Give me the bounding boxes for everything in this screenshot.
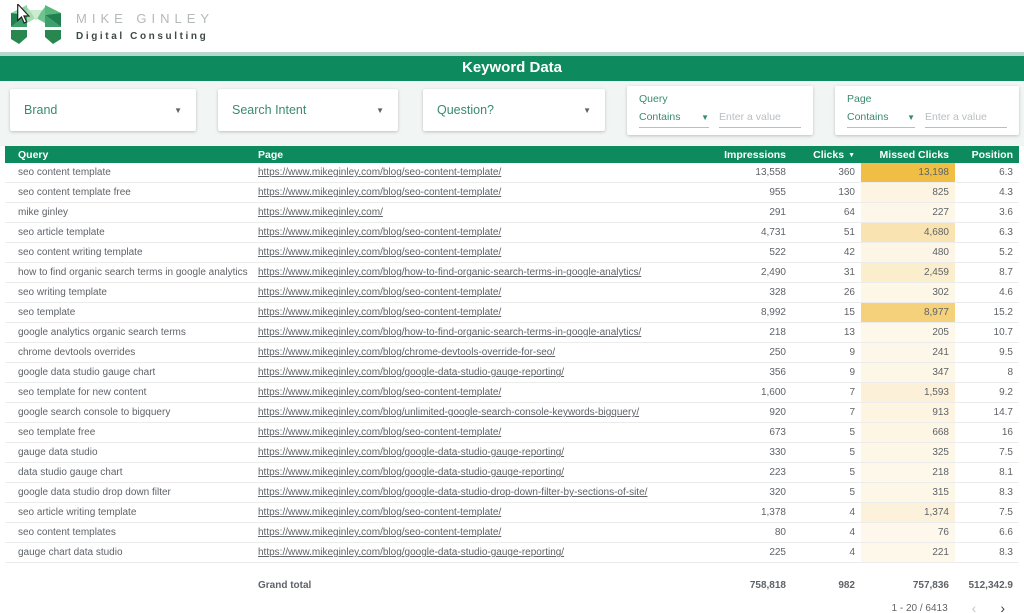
page-link[interactable]: https://www.mikeginley.com/blog/seo-content-template/ xyxy=(258,187,502,198)
question-filter-label: Question? xyxy=(437,103,494,117)
page-link[interactable]: https://www.mikeginley.com/blog/google-data-studio-gauge-reporting/ xyxy=(258,447,565,458)
page-cell xyxy=(250,347,700,358)
page-cell xyxy=(250,367,700,378)
table-row xyxy=(5,403,1019,423)
page-cell xyxy=(250,267,700,278)
impressions-cell: 356 xyxy=(769,367,786,378)
missed-clicks-cell: 13,198 xyxy=(861,163,955,182)
query-cell: google data studio drop down filter xyxy=(18,487,171,498)
impressions-cell: 80 xyxy=(774,527,786,538)
page-link[interactable]: https://www.mikeginley.com/blog/seo-content-template/ xyxy=(258,387,502,398)
clicks-cell: 130 xyxy=(838,187,855,198)
missed-clicks-cell: 76 xyxy=(861,523,955,542)
page-link[interactable]: https://www.mikeginley.com/blog/seo-content-template/ xyxy=(258,287,502,298)
query-cell: seo content writing template xyxy=(18,247,143,258)
missed-clicks-cell: 325 xyxy=(861,443,955,462)
query-cell: data studio gauge chart xyxy=(18,467,123,478)
search-intent-filter-dropdown[interactable] xyxy=(218,89,398,131)
page-link[interactable]: https://www.mikeginley.com/blog/seo-content-template/ xyxy=(258,427,502,438)
clicks-cell: 5 xyxy=(849,467,855,478)
table-row xyxy=(5,423,1019,443)
question-filter-dropdown[interactable] xyxy=(423,89,605,131)
clicks-cell: 26 xyxy=(843,287,855,298)
table-row xyxy=(5,243,1019,263)
table-header-row xyxy=(5,146,1019,163)
page-cell xyxy=(250,467,700,478)
query-cell: seo template for new content xyxy=(18,387,147,398)
page-cell xyxy=(250,167,700,178)
pagination-range: 1 - 20 / 6413 xyxy=(891,602,948,613)
missed-clicks-cell: 2,459 xyxy=(861,263,955,282)
brand-filter-dropdown[interactable] xyxy=(10,89,196,131)
table-row xyxy=(5,223,1019,243)
query-filter-label: Query xyxy=(639,93,668,105)
keyword-table xyxy=(5,146,1019,613)
query-filter-input[interactable] xyxy=(719,111,801,128)
page-link[interactable]: https://www.mikeginley.com/blog/google-data-studio-drop-down-filter-by-sections-of-site/ xyxy=(258,487,648,498)
page-cell xyxy=(250,387,700,398)
impressions-cell: 8,992 xyxy=(760,307,786,318)
query-cell: seo content templates xyxy=(18,527,116,538)
missed-clicks-cell: 221 xyxy=(861,543,955,562)
table-row xyxy=(5,443,1019,463)
missed-clicks-cell: 241 xyxy=(861,343,955,362)
table-row xyxy=(5,263,1019,283)
missed-clicks-cell: 668 xyxy=(861,423,955,442)
table-row xyxy=(5,503,1019,523)
clicks-cell: 7 xyxy=(849,387,855,398)
column-header-query[interactable]: Query xyxy=(18,148,49,161)
page-operator-select[interactable] xyxy=(847,111,915,128)
page-filter-card xyxy=(835,86,1019,135)
table-row xyxy=(5,343,1019,363)
impressions-cell: 920 xyxy=(769,407,786,418)
table-row xyxy=(5,463,1019,483)
page-cell xyxy=(250,527,700,538)
query-cell: google analytics organic search terms xyxy=(18,327,186,338)
query-cell: seo template free xyxy=(18,427,96,438)
missed-clicks-cell: 480 xyxy=(861,243,955,262)
clicks-cell: 9 xyxy=(849,367,855,378)
page-cell xyxy=(250,407,700,418)
query-operator-select[interactable] xyxy=(639,111,709,128)
clicks-cell: 5 xyxy=(849,487,855,498)
position-cell: 8.3 xyxy=(999,547,1013,558)
position-cell: 3.6 xyxy=(999,207,1013,218)
column-header-page[interactable]: Page xyxy=(258,148,284,161)
page-link[interactable]: https://www.mikeginley.com/blog/chrome-devtools-override-for-seo/ xyxy=(258,347,556,358)
page-cell xyxy=(250,487,700,498)
query-cell: how to find organic search terms in google analytics xyxy=(18,267,248,278)
page-filter-label: Page xyxy=(847,93,872,105)
page-link[interactable]: https://www.mikeginley.com/blog/seo-content-template/ xyxy=(258,507,502,518)
page-link[interactable]: https://www.mikeginley.com/blog/seo-content-template/ xyxy=(258,307,502,318)
table-body xyxy=(5,163,1019,563)
page-link[interactable]: https://www.mikeginley.com/blog/seo-content-template/ xyxy=(258,227,502,238)
brand-filter-label: Brand xyxy=(24,103,58,117)
query-filter-card xyxy=(627,86,813,135)
chevron-right-icon[interactable]: › xyxy=(1000,600,1005,613)
page-link[interactable]: https://www.mikeginley.com/blog/seo-content-template/ xyxy=(258,527,502,538)
position-cell: 14.7 xyxy=(993,407,1013,418)
impressions-cell: 328 xyxy=(769,287,786,298)
sort-desc-icon: ▼ xyxy=(848,151,855,159)
query-cell: seo content template free xyxy=(18,187,131,198)
position-cell: 15.2 xyxy=(993,307,1013,318)
impressions-cell: 522 xyxy=(769,247,786,258)
clicks-cell: 5 xyxy=(849,447,855,458)
impressions-cell: 1,600 xyxy=(760,387,786,398)
clicks-cell: 360 xyxy=(838,167,855,178)
table-row xyxy=(5,203,1019,223)
position-cell: 16 xyxy=(1001,427,1013,438)
impressions-cell: 218 xyxy=(769,327,786,338)
query-operator-value: Contains xyxy=(639,111,681,123)
impressions-cell: 13,558 xyxy=(755,167,786,178)
table-row xyxy=(5,363,1019,383)
clicks-cell: 64 xyxy=(843,207,855,218)
column-header-clicks[interactable]: Clicks ▼ xyxy=(813,148,855,161)
page-cell xyxy=(250,427,700,438)
clicks-cell: 5 xyxy=(849,427,855,438)
clicks-cell: 31 xyxy=(843,267,855,278)
mouse-cursor-icon xyxy=(16,4,30,24)
clicks-cell: 9 xyxy=(849,347,855,358)
brand-name: MIKE GINLEY xyxy=(76,11,215,26)
impressions-cell: 320 xyxy=(769,487,786,498)
column-header-position[interactable]: Position xyxy=(971,148,1013,161)
page-operator-value: Contains xyxy=(847,111,889,123)
page-link[interactable]: https://www.mikeginley.com/blog/how-to-find-organic-search-terms-in-google-analytics/ xyxy=(258,267,642,278)
impressions-cell: 291 xyxy=(769,207,786,218)
page-link[interactable]: https://www.mikeginley.com/blog/unlimited-google-search-console-keywords-bigquery/ xyxy=(258,407,640,418)
query-cell: chrome devtools overrides xyxy=(18,347,136,358)
query-cell: seo article writing template xyxy=(18,507,137,518)
missed-clicks-cell: 1,374 xyxy=(861,503,955,522)
missed-clicks-cell: 913 xyxy=(861,403,955,422)
missed-clicks-cell: 227 xyxy=(861,203,955,222)
impressions-cell: 955 xyxy=(769,187,786,198)
impressions-cell: 4,731 xyxy=(760,227,786,238)
missed-clicks-cell: 825 xyxy=(861,183,955,202)
position-cell: 6.3 xyxy=(999,227,1013,238)
column-header-impressions[interactable]: Impressions xyxy=(724,148,786,161)
position-cell: 4.6 xyxy=(999,287,1013,298)
query-cell: seo article template xyxy=(18,227,105,238)
clicks-cell: 4 xyxy=(849,527,855,538)
filter-bar xyxy=(0,81,1024,146)
clicks-cell: 15 xyxy=(843,307,855,318)
page-link[interactable]: https://www.mikeginley.com/blog/google-data-studio-gauge-reporting/ xyxy=(258,467,565,478)
position-cell: 8.1 xyxy=(999,467,1013,478)
chevron-down-icon: ▼ xyxy=(907,112,915,122)
page-cell xyxy=(250,207,700,218)
page-link[interactable]: https://www.mikeginley.com/ xyxy=(258,207,383,218)
position-cell: 8.3 xyxy=(999,487,1013,498)
page-cell xyxy=(250,307,700,318)
position-cell: 7.5 xyxy=(999,507,1013,518)
missed-clicks-cell: 315 xyxy=(861,483,955,502)
table-row xyxy=(5,323,1019,343)
position-cell: 8 xyxy=(1007,367,1013,378)
table-row xyxy=(5,163,1019,183)
page-filter-input[interactable] xyxy=(925,111,1007,128)
position-cell: 5.2 xyxy=(999,247,1013,258)
grand-total-impressions: 758,818 xyxy=(749,579,786,591)
missed-clicks-cell: 1,593 xyxy=(861,383,955,402)
position-cell: 9.2 xyxy=(999,387,1013,398)
query-cell: seo content template xyxy=(18,167,111,178)
page-link[interactable]: https://www.mikeginley.com/blog/google-data-studio-gauge-reporting/ xyxy=(258,367,565,378)
missed-clicks-cell: 205 xyxy=(861,323,955,342)
impressions-cell: 673 xyxy=(769,427,786,438)
impressions-cell: 2,490 xyxy=(760,267,786,278)
position-cell: 4.3 xyxy=(999,187,1013,198)
page-cell xyxy=(250,547,700,558)
position-cell: 8.7 xyxy=(999,267,1013,278)
table-row xyxy=(5,283,1019,303)
column-header-missed-clicks[interactable]: Missed Clicks xyxy=(879,148,949,161)
chevron-down-icon: ▼ xyxy=(583,105,591,115)
grand-total-position: 512,342.9 xyxy=(968,579,1013,591)
missed-clicks-cell: 347 xyxy=(861,363,955,382)
search-intent-filter-label: Search Intent xyxy=(232,103,307,117)
missed-clicks-cell: 218 xyxy=(861,463,955,482)
page-cell xyxy=(250,507,700,518)
clicks-cell: 13 xyxy=(843,327,855,338)
pagination xyxy=(5,601,1019,613)
query-cell: seo writing template xyxy=(18,287,107,298)
query-cell: seo template xyxy=(18,307,76,318)
header-bar xyxy=(0,0,1024,52)
report-title-banner xyxy=(0,52,1024,81)
clicks-cell: 42 xyxy=(843,247,855,258)
position-cell: 7.5 xyxy=(999,447,1013,458)
page-link[interactable]: https://www.mikeginley.com/blog/seo-content-template/ xyxy=(258,167,502,178)
query-cell: gauge data studio xyxy=(18,447,98,458)
impressions-cell: 250 xyxy=(769,347,786,358)
page-title: Keyword Data xyxy=(461,59,563,76)
impressions-cell: 1,378 xyxy=(760,507,786,518)
query-cell: mike ginley xyxy=(18,207,69,218)
query-cell: gauge chart data studio xyxy=(18,547,123,558)
missed-clicks-cell: 8,977 xyxy=(861,303,955,322)
page-cell xyxy=(250,227,700,238)
query-cell: google search console to bigquery xyxy=(18,407,171,418)
position-cell: 9.5 xyxy=(999,347,1013,358)
chevron-left-icon[interactable]: ‹ xyxy=(971,600,977,613)
missed-clicks-cell: 4,680 xyxy=(861,223,955,242)
position-cell: 6.3 xyxy=(999,167,1013,178)
impressions-cell: 330 xyxy=(769,447,786,458)
grand-total-missed-clicks: 757,836 xyxy=(912,579,949,591)
table-row xyxy=(5,483,1019,503)
table-row xyxy=(5,543,1019,563)
chevron-down-icon: ▼ xyxy=(701,112,709,122)
page-cell xyxy=(250,287,700,298)
page-cell xyxy=(250,447,700,458)
position-cell: 6.6 xyxy=(999,527,1013,538)
table-row xyxy=(5,303,1019,323)
page-link[interactable]: https://www.mikeginley.com/blog/how-to-find-organic-search-terms-in-google-analytics/ xyxy=(258,327,642,338)
clicks-cell: 7 xyxy=(849,407,855,418)
clicks-cell: 4 xyxy=(849,547,855,558)
brand-tagline: Digital Consulting xyxy=(76,31,209,42)
chevron-down-icon: ▼ xyxy=(376,105,384,115)
grand-total-row xyxy=(5,572,1019,598)
page-link[interactable]: https://www.mikeginley.com/blog/seo-content-template/ xyxy=(258,247,502,258)
clicks-cell: 4 xyxy=(849,507,855,518)
table-row xyxy=(5,383,1019,403)
page-cell xyxy=(250,327,700,338)
grand-total-clicks: 982 xyxy=(838,579,855,591)
missed-clicks-cell: 302 xyxy=(861,283,955,302)
page-link[interactable]: https://www.mikeginley.com/blog/google-data-studio-gauge-reporting/ xyxy=(258,547,565,558)
grand-total-label: Grand total xyxy=(258,579,312,591)
brand-block xyxy=(76,11,214,42)
chevron-down-icon: ▼ xyxy=(174,105,182,115)
clicks-cell: 51 xyxy=(843,227,855,238)
page-cell xyxy=(250,247,700,258)
impressions-cell: 225 xyxy=(769,547,786,558)
position-cell: 10.7 xyxy=(993,327,1013,338)
impressions-cell: 223 xyxy=(769,467,786,478)
table-row xyxy=(5,523,1019,543)
query-cell: google data studio gauge chart xyxy=(18,367,156,378)
table-row xyxy=(5,183,1019,203)
page-cell xyxy=(250,187,700,198)
